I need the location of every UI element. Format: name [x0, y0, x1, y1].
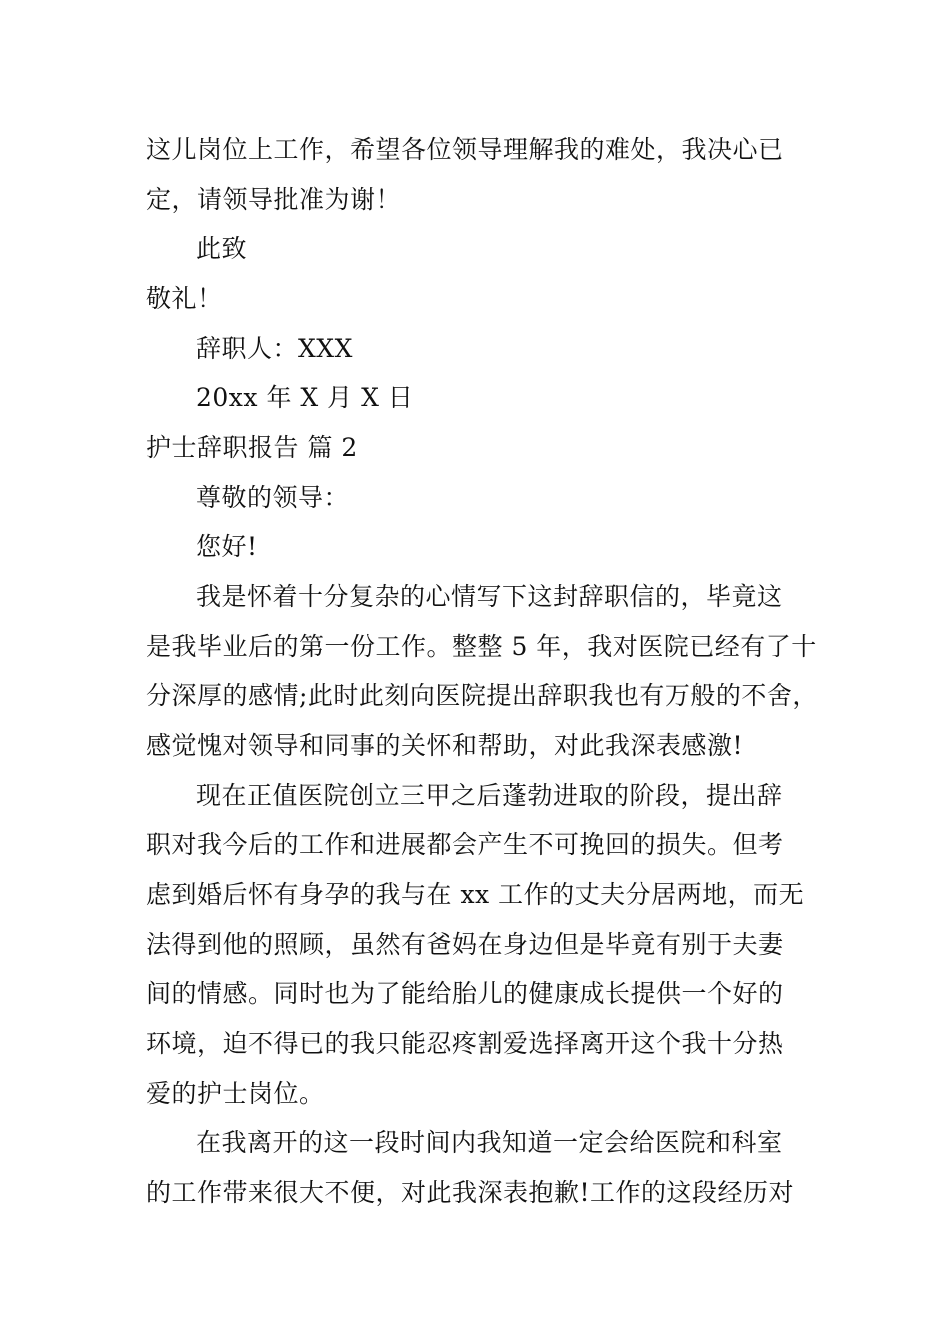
- paragraph-line: 法得到他的照顾，虽然有爸妈在身边但是毕竟有别于夫妻: [146, 930, 784, 959]
- paragraph-line: 感觉愧对领导和同事的关怀和帮助，对此我深表感激!: [146, 731, 744, 760]
- paragraph-line: 环境，迫不得已的我只能忍疼割爱选择离开这个我十分热: [146, 1029, 784, 1058]
- greeting-hello: 您好!: [196, 532, 258, 561]
- text-line: 定，请领导批准为谢！: [146, 185, 402, 214]
- signature-name: 辞职人：XXX: [196, 334, 353, 363]
- paragraph-line: 职对我今后的工作和进展都会产生不可挽回的损失。但考: [146, 830, 784, 859]
- closing-salutation: 此致: [196, 234, 248, 263]
- text-line: 这儿岗位上工作，希望各位领导理解我的难处，我决心已: [146, 135, 784, 164]
- greeting-addressee: 尊敬的领导：: [196, 483, 350, 512]
- paragraph-line: 的工作带来很大不便，对此我深表抱歉!工作的这段经历对: [146, 1178, 795, 1207]
- paragraph-line: 分深厚的感情;此时此刻向医院提出辞职我也有万般的不舍，: [146, 681, 818, 710]
- section-heading: 护士辞职报告 篇 2: [146, 433, 358, 462]
- paragraph-line: 虑到婚后怀有身孕的我与在 xx 工作的丈夫分居两地，而无: [146, 880, 805, 909]
- closing-regards: 敬礼！: [146, 284, 223, 313]
- paragraph-line: 在我离开的这一段时间内我知道一定会给医院和科室: [196, 1128, 783, 1157]
- paragraph-line: 爱的护士岗位。: [146, 1079, 325, 1108]
- paragraph-line: 现在正值医院创立三甲之后蓬勃进取的阶段，提出辞: [196, 781, 783, 810]
- paragraph-line: 间的情感。同时也为了能给胎儿的健康成长提供一个好的: [146, 979, 784, 1008]
- paragraph-line: 是我毕业后的第一份工作。整整 5 年，我对医院已经有了十: [146, 632, 817, 661]
- paragraph-line: 我是怀着十分复杂的心情写下这封辞职信的，毕竟这: [196, 582, 783, 611]
- signature-date: 20xx 年 X 月 X 日: [196, 383, 414, 412]
